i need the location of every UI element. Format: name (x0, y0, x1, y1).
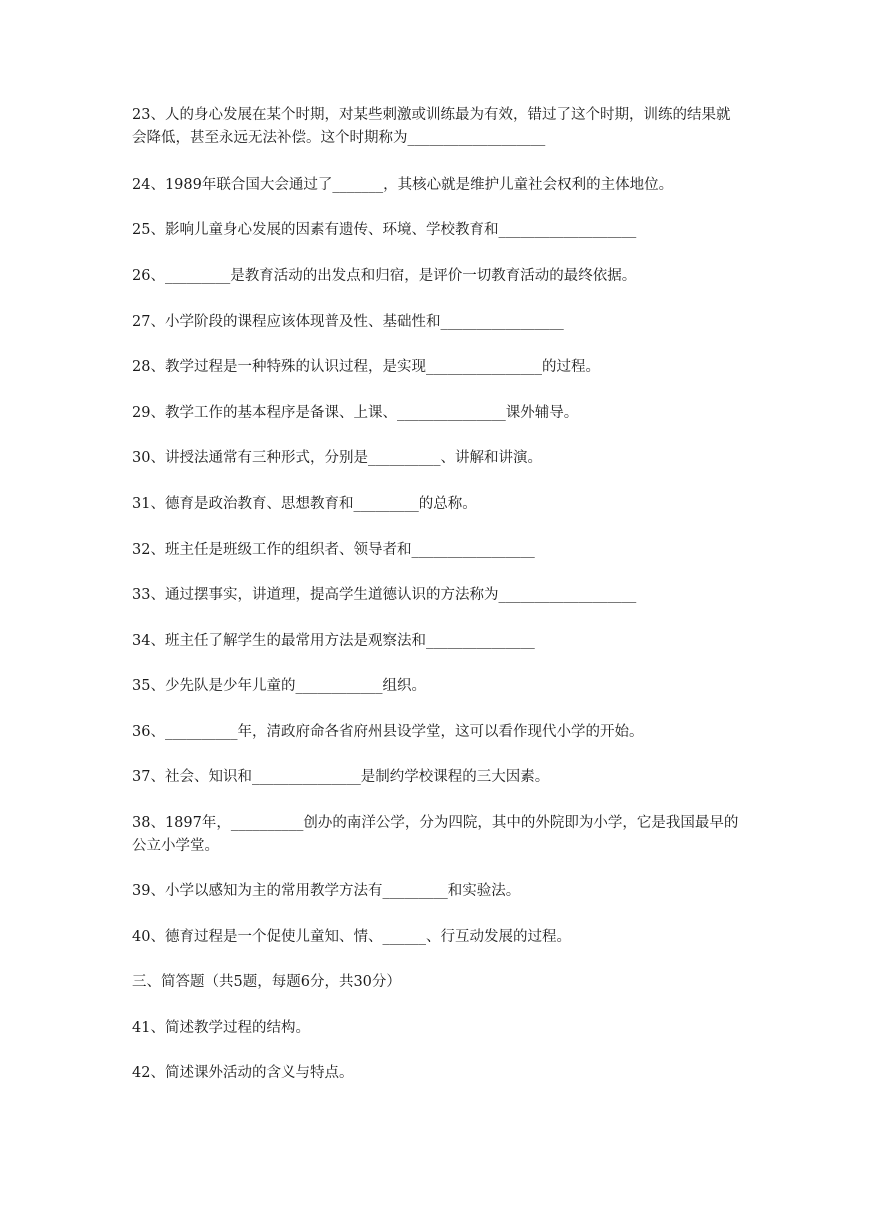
question-24: 24、1989年联合国大会通过了_______，其核心就是维护儿童社会权利的主体地位。 (132, 177, 674, 193)
question-40: 40、德育过程是一个促使儿童知、情、______、行互动发展的过程。 (132, 929, 571, 945)
question-41: 41、简述教学过程的结构。 (132, 1020, 310, 1036)
question-29: 29、教学工作的基本程序是备课、上课、_______________课外辅导。 (132, 405, 579, 421)
question-23: 23、人的身心发展在某个时期，对某些刺激或训练最为有效，错过了这个时期，训练的结果就会降低，甚至永远无法补偿。这个时期称为___________________ (132, 107, 731, 146)
question-31: 31、德育是政治教育、思想教育和_________的总称。 (132, 496, 477, 512)
section-heading-short-answer: 三、简答题（共5题，每题6分，共30分） (132, 974, 401, 990)
question-38: 38、1897年，__________创办的南洋公学，分为四院，其中的外院即为小学，它是我国最早的公立小学堂。 (132, 815, 739, 854)
question-30: 30、讲授法通常有三种形式，分别是__________、讲解和讲演。 (132, 450, 542, 466)
question-34: 34、班主任了解学生的最常用方法是观察法和_______________ (132, 633, 535, 649)
question-36: 36、__________年，清政府命各省府州县设学堂，这可以看作现代小学的开始。 (132, 724, 644, 740)
question-28: 28、教学过程是一种特殊的认识过程，是实现________________的过程。 (132, 359, 600, 375)
question-26: 26、_________是教育活动的出发点和归宿，是评价一切教育活动的最终依据。 (132, 268, 637, 284)
question-33: 33、通过摆事实，讲道理，提高学生道德认识的方法称为___________________ (132, 587, 637, 603)
question-32: 32、班主任是班级工作的组织者、领导者和_________________ (132, 542, 535, 558)
question-27: 27、小学阶段的课程应该体现普及性、基础性和_________________ (132, 314, 564, 330)
question-42: 42、简述课外活动的含义与特点。 (132, 1065, 354, 1081)
question-37: 37、社会、知识和_______________是制约学校课程的三大因素。 (132, 769, 550, 785)
question-39: 39、小学以感知为主的常用教学方法有_________和实验法。 (132, 883, 521, 899)
question-35: 35、少先队是少年儿童的____________组织。 (132, 678, 426, 694)
question-25: 25、影响儿童身心发展的因素有遗传、环境、学校教育和___________________ (132, 222, 637, 238)
